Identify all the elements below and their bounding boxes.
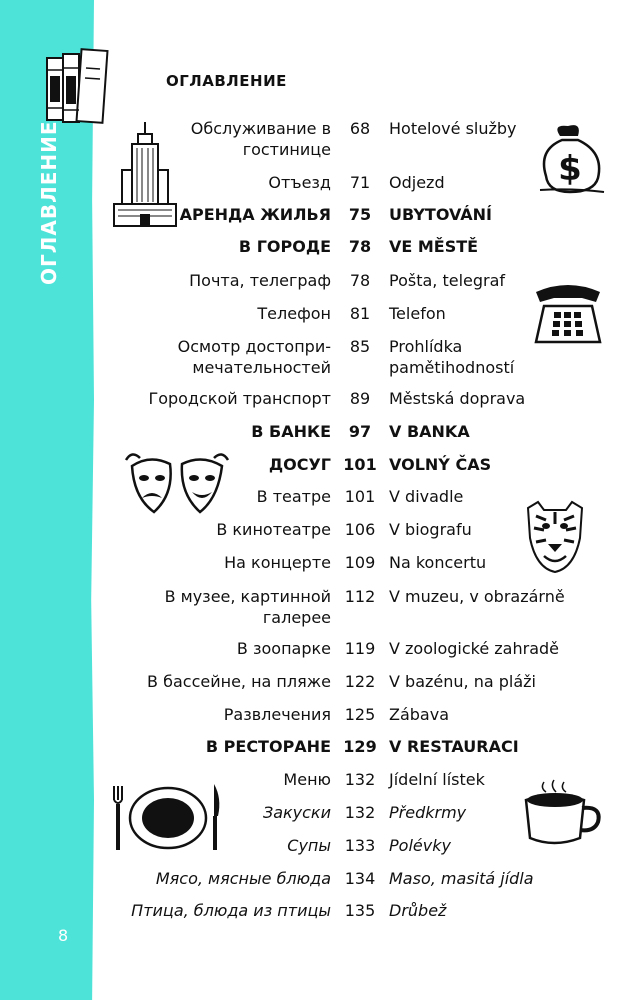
toc-cz: Telefon [389,304,446,323]
toc-cz: VOLNÝ ČAS [389,455,492,474]
toc-page: 68 [349,119,371,138]
toc-page: 132 [344,770,376,789]
toc-page: 78 [348,237,372,256]
toc-ru: Меню [283,770,331,789]
toc-cz: Zábava [389,705,449,724]
toc-cz: Drůbež [389,901,447,920]
toc-ru: В РЕСТОРАНЕ [205,737,331,756]
toc-cz: V RESTAURACI [389,737,519,756]
toc-ru: Городской транспорт [148,389,331,408]
toc-cz: Předkrmy [389,803,467,822]
toc-cz: V BANKA [389,422,470,441]
toc-page: 129 [343,737,377,756]
toc-page: 75 [348,205,372,224]
toc-ru: На концерте [224,553,331,572]
toc-ru: ДОСУГ [268,455,331,474]
toc-cz: Jídelní lístek [389,770,485,789]
toc-ru: В бассейне, на пляже [147,672,331,691]
toc-page: 101 [343,455,377,474]
arrow-icon [108,68,150,90]
toc-cz: Odjezd [389,173,445,192]
toc-ru: В кинотеатре [216,520,331,539]
toc-page: 125 [344,705,376,724]
toc-cz: Na koncertu [389,553,487,572]
toc-page: 132 [344,803,376,822]
toc-page: 119 [344,639,376,658]
toc-cz: Polévky [389,836,451,855]
page-title: ОГЛАВЛЕНИЕ [166,72,287,90]
toc-page: 106 [344,520,376,539]
side-title: ОГЛАВЛЕНИЕ [37,120,61,285]
toc-cz: VE MĚSTĚ [389,237,479,256]
toc-page: 122 [344,672,376,691]
toc-cz: Prohlídka pamětihodností [389,337,515,377]
svg-text:$: $ [558,149,582,189]
toc-ru: Закуски [262,803,331,822]
toc-ru: Почта, телеграф [189,271,331,290]
toc-ru: В БАНКЕ [251,422,331,441]
toc-cz: V muzeu, v obrazárně [389,587,565,606]
toc-ru: Супы [287,836,331,855]
toc-page: 112 [344,587,376,606]
toc-ru: Обслуживание в гостинице [190,119,331,159]
toc-page: 78 [349,271,371,290]
toc-cz: Maso, masitá jídla [389,869,534,888]
toc-page: 81 [349,304,371,323]
toc-page: 89 [349,389,371,408]
toc-ru: Мясо, мясные блюда [155,869,331,888]
toc-ru: Развлечения [223,705,331,724]
toc-ru: Телефон [257,304,331,323]
toc-cz: V zoologické zahradě [389,639,559,658]
toc-page: 134 [344,869,376,888]
toc-page: 109 [344,553,376,572]
toc-page: 133 [344,836,376,855]
toc-page: 71 [349,173,371,192]
books-icon [44,44,110,128]
toc-ru: АРЕНДА ЖИЛЬЯ [179,205,331,224]
toc-ru: В музее, картинной галерее [164,587,331,627]
toc-page: 85 [349,337,371,356]
toc-ru: В ГОРОДЕ [238,237,331,256]
toc-ru: В театре [256,487,331,506]
toc-ru: Осмотр достопри- мечательностей [177,337,331,377]
toc-page: 101 [344,487,376,506]
toc-cz: V biografu [389,520,472,539]
toc-cz: V divadle [389,487,464,506]
toc-page: 97 [348,422,372,441]
toc-ru: Отъезд [268,173,331,192]
toc-ru: В зоопарке [236,639,331,658]
toc-cz: V bazénu, na pláži [389,672,536,691]
page-number: 8 [58,926,69,945]
toc-cz: Pošta, telegraf [389,271,506,290]
toc-cz: UBYTOVÁNÍ [389,205,493,224]
toc-ru: Птица, блюда из птицы [131,901,331,920]
toc-cz: Městská doprava [389,389,526,408]
toc-page: 135 [344,901,376,920]
toc-cz: Hotelové služby [389,119,517,138]
